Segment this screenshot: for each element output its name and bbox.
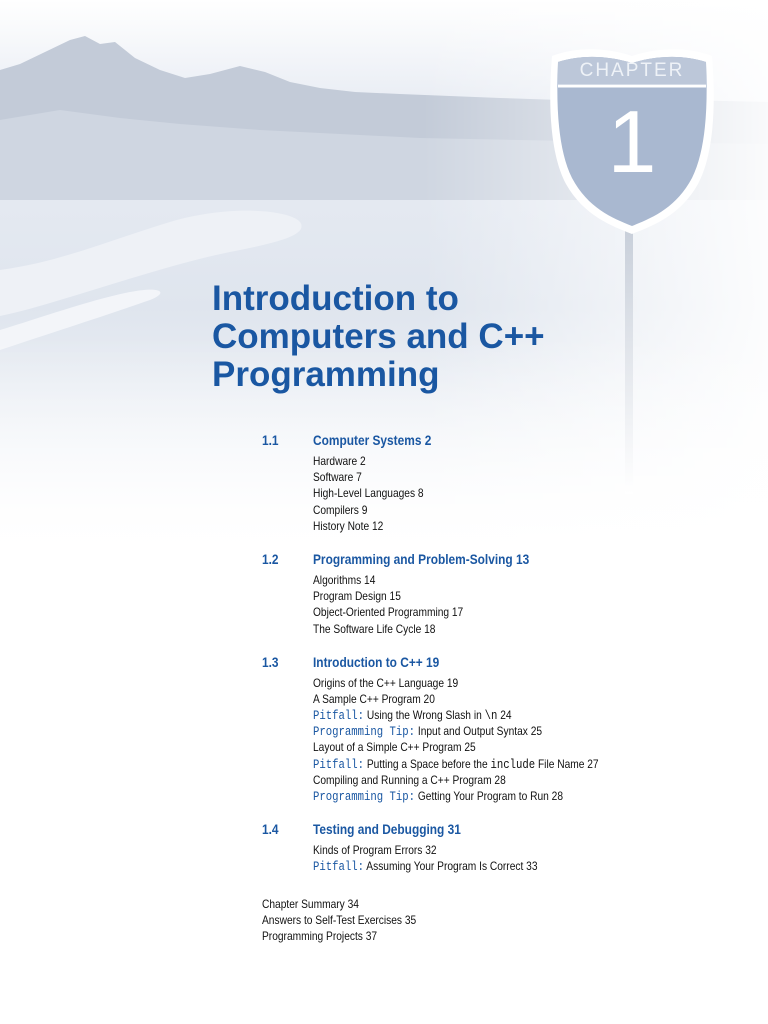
- section-title: Testing and Debugging 31: [313, 821, 461, 838]
- item-tag: Programming Tip:: [313, 790, 416, 804]
- item-text: Assuming Your Program Is Correct 33: [364, 859, 538, 874]
- chapter-extras-list: [262, 896, 443, 945]
- chapter-title: [212, 280, 632, 394]
- toc-item: Compilers 9: [313, 502, 368, 517]
- section-heading: [262, 654, 702, 675]
- section-number: 1.2: [262, 550, 279, 567]
- item-code: \n: [484, 709, 498, 724]
- section-title: Programming and Problem-Solving 13: [313, 550, 530, 567]
- toc-item: Software 7: [313, 470, 362, 485]
- section-title: Computer Systems 2: [313, 432, 432, 448]
- section-items: [262, 572, 702, 637]
- chapter-title-line: Programming: [212, 355, 440, 394]
- section-items: [262, 453, 702, 534]
- section-heading: [262, 432, 702, 453]
- item-tag: Pitfall:: [313, 860, 365, 875]
- section-number: 1.1: [262, 432, 279, 448]
- section-number: 1.3: [262, 653, 279, 670]
- item-text-end: 24: [497, 708, 512, 723]
- section-items: [262, 675, 702, 805]
- item-text: Using the Wrong Slash in: [364, 708, 485, 723]
- toc-item: History Note 12: [313, 518, 384, 533]
- toc-section: [262, 432, 702, 534]
- toc-item: Compiling and Running a C++ Program 28: [313, 772, 506, 787]
- table-of-contents: [262, 432, 702, 892]
- chapter-extra-item: Programming Projects 37: [262, 929, 378, 944]
- toc-item: The Software Life Cycle 18: [313, 621, 436, 636]
- toc-item: Algorithms 14: [313, 572, 376, 587]
- item-tag: Pitfall:: [313, 709, 365, 724]
- section-title: Introduction to C++ 19: [313, 653, 440, 670]
- item-tag: Pitfall:: [313, 757, 365, 772]
- item-text-end: File Name 27: [535, 756, 599, 771]
- toc-item: [313, 756, 644, 772]
- chapter-number: 1: [607, 92, 657, 191]
- toc-item: A Sample C++ Program 20: [313, 691, 435, 706]
- toc-item: Kinds of Program Errors 32: [313, 843, 437, 858]
- section-heading: [262, 821, 702, 842]
- item-tag: Programming Tip:: [313, 725, 416, 740]
- toc-item: [313, 723, 644, 739]
- chapter-label: CHAPTER: [579, 60, 685, 81]
- toc-item: [313, 788, 644, 804]
- chapter-extra-item: Chapter Summary 34: [262, 897, 359, 911]
- toc-item: Origins of the C++ Language 19: [313, 675, 459, 690]
- section-number: 1.4: [262, 821, 279, 838]
- item-text: Putting a Space before the: [364, 756, 491, 771]
- chapter-title-line: Introduction to: [212, 279, 459, 318]
- item-code: include: [490, 757, 536, 772]
- item-text: Getting Your Program to Run 28: [415, 789, 564, 803]
- toc-item: [313, 858, 644, 874]
- toc-section: [262, 654, 702, 805]
- toc-section: [262, 821, 702, 874]
- toc-item: Object-Oriented Programming 17: [313, 605, 464, 620]
- toc-item: Hardware 2: [313, 454, 366, 468]
- toc-item: High-Level Languages 8: [313, 486, 424, 501]
- section-items: [262, 842, 702, 874]
- toc-section: [262, 551, 702, 637]
- toc-item: Program Design 15: [313, 589, 401, 604]
- section-heading: [262, 551, 702, 572]
- toc-item: Layout of a Simple C++ Program 25: [313, 740, 476, 755]
- toc-item: [313, 707, 644, 723]
- item-text: Input and Output Syntax 25: [415, 724, 543, 739]
- chapter-extra-item: Answers to Self-Test Exercises 35: [262, 913, 417, 928]
- chapter-title-line: Computers and C++: [212, 317, 545, 356]
